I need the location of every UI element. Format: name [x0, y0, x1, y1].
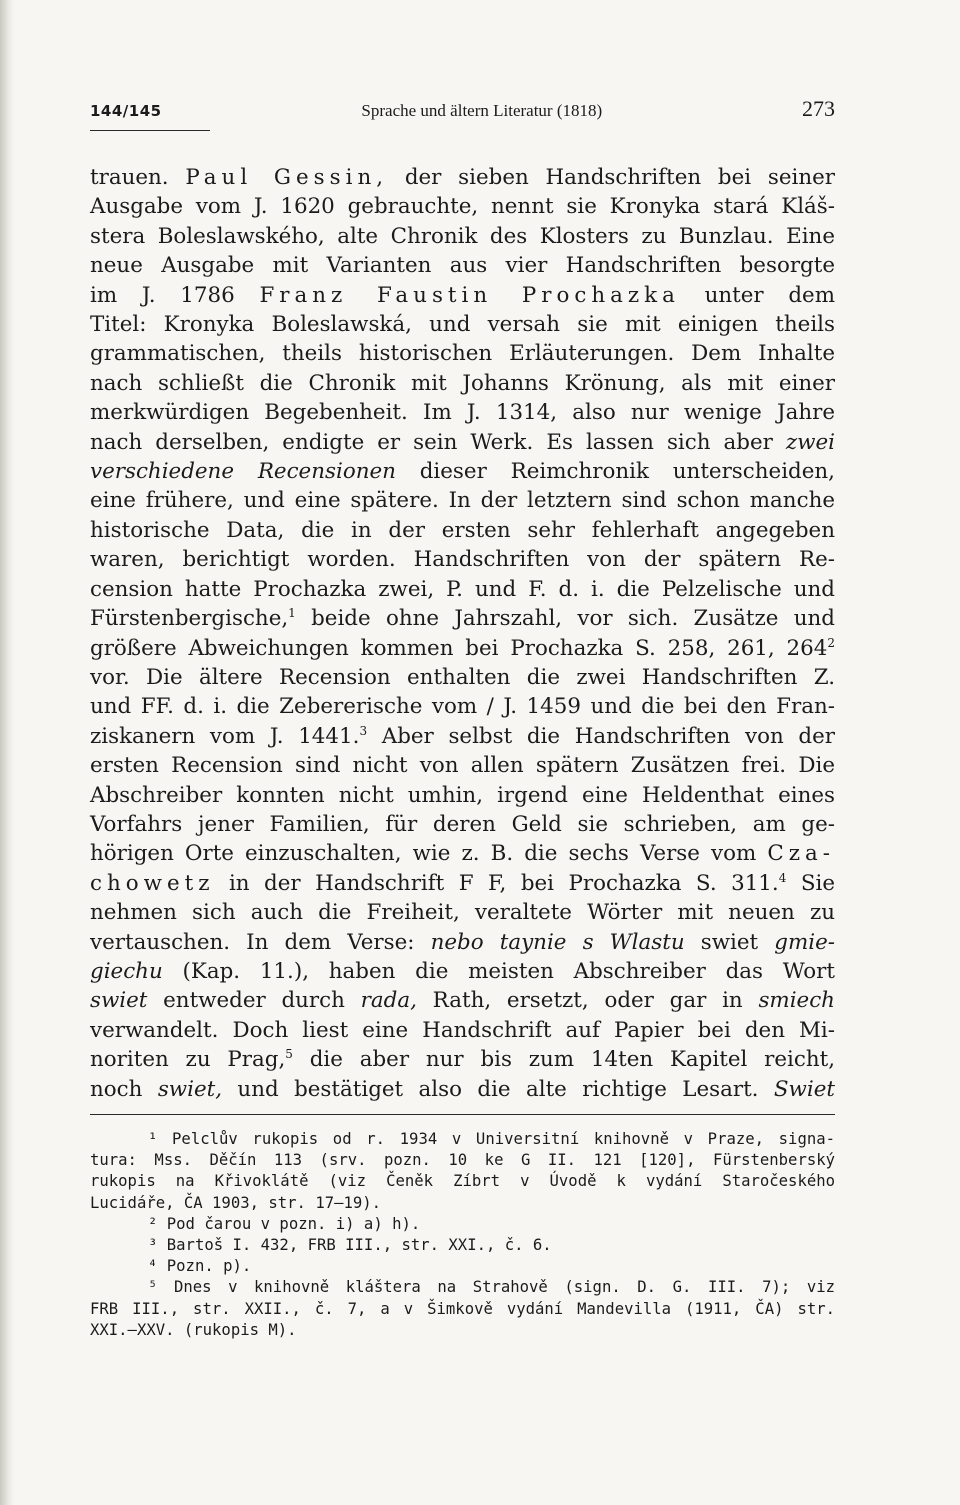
- text-line: verschiedene Recensionen dieser Reimchronik unterscheiden,: [90, 459, 835, 485]
- running-title: Sprache und ältern Literatur (1818): [361, 101, 603, 120]
- text-line: historische Data, die in der ersten sehr fehlerhaft angegeben: [90, 517, 835, 543]
- text-line: grammatischen, theils historischen Erläuterungen. Dem Inhalte: [90, 341, 835, 367]
- text-line: ersten Recension sind nicht von allen spätern Zusätzen frei. Die: [90, 753, 835, 779]
- text-line: und FF. d. i. die Zebererische vom / J. 1459 und die bei den Fran-: [90, 694, 835, 720]
- header-rule: [90, 130, 210, 131]
- text-line: nach schließt die Chronik mit Johanns Krönung, als mit einer: [90, 370, 835, 396]
- text-line: Titel: Kronyka Boleslawská, und versah sie mit einigen theils: [90, 312, 835, 338]
- footnote-ref: 1: [288, 605, 296, 620]
- text-line: Fürstenbergische,$^1$ beide ohne Jahrszahl, vor sich. Zusätze und: [90, 605, 835, 632]
- footnote-line: rukopis na Křivoklátě (viz Čeněk Zíbrt v Úvodě k vydání Staročeského: [90, 1172, 835, 1191]
- text-line: Ausgabe vom J. 1620 gebrauchte, nennt sie Kronyka stará Kláš-: [90, 194, 835, 220]
- text-line: vor. Die ältere Recension enthalten die zwei Handschriften Z.: [90, 664, 835, 690]
- footnote-line: tura: Mss. Děčín 113 (srv. pozn. 10 ke G II. 121 [120], Fürstenberský: [90, 1151, 835, 1170]
- footnote-ref: 3: [359, 723, 368, 738]
- footnote-line: ⁴ Pozn. p).: [148, 1257, 252, 1276]
- text-line: im J. 1786 Franz Faustin Prochazka unter dem: [90, 282, 835, 308]
- text-line: merkwürdigen Begebenheit. Im J. 1314, also nur wenige Jahre: [90, 400, 835, 426]
- footnote-line: ⁵ Dnes v knihovně kláštera na Strahově (sign. D. G. III. 7); viz: [148, 1278, 835, 1297]
- footnote-ref: 4: [778, 870, 787, 885]
- footnote-ref: 2: [827, 635, 835, 650]
- footnote-line: ¹ Pelclův rukopis od r. 1934 v Universitní knihovně v Praze, signa-: [148, 1130, 835, 1148]
- footnote-ref: 5: [285, 1047, 293, 1062]
- text-line: stera Boleslawského, alte Chronik des Klosters zu Bunzlau. Eine: [90, 223, 835, 249]
- text-line: verwandelt. Doch liest eine Handschrift auf Papier bei den Mi-: [90, 1017, 835, 1043]
- footnote-line: FRB III., str. XXII., č. 7, a v Šimkově vydání Mandevilla (1911, ČA) str.: [90, 1299, 835, 1318]
- running-header: [90, 96, 835, 126]
- text-line: größere Abweichungen kommen bei Prochazka S. 258, 261, $264^2$: [90, 635, 835, 661]
- text-line: Abschreiber konnten nicht umhin, irgend eine Heldenthat eines: [90, 782, 835, 808]
- text-line: nach derselben, endigte er sein Werk. Es lassen sich aber zwei: [90, 429, 835, 455]
- footnote-rule: [90, 1114, 835, 1115]
- footnote-line: ³ Bartoš I. 432, FRB III., str. XXI., č. 6.: [148, 1236, 552, 1255]
- text-line: Vorfahrs jener Familien, für deren Geld sie schrieben, am ge-: [90, 811, 835, 837]
- text-line: nehmen sich auch die Freiheit, veraltete Wörter mit neuen zu: [90, 900, 835, 926]
- text-line: ziskanern vom J. 1441.$^3$ Aber selbst die Handschriften von der: [90, 723, 835, 749]
- text-line: noriten zu Prag,$^5$ die aber nur bis zum 14ten Kapitel reicht,: [90, 1047, 835, 1073]
- text-line: noch swiet, und bestätiget also die alte richtige Lesart. Swiet: [90, 1076, 835, 1102]
- footnote-line: XXI.—XXV. (rukopis M).: [90, 1320, 297, 1339]
- main-text: [90, 163, 835, 1104]
- footnote-line: ² Pod čarou v pozn. i) a) h).: [148, 1214, 421, 1233]
- text-line: vertauschen. In dem Verse: nebo taynie s Wlastu swiet gmie-: [90, 929, 835, 955]
- book-page: [90, 96, 835, 1341]
- footnotes: [90, 1129, 835, 1341]
- text-line: eine frühere, und eine spätere. In der letztern sind schon manche: [90, 488, 835, 514]
- text-line: neue Ausgabe mit Varianten aus vier Handschriften besorgte: [90, 253, 835, 279]
- text-line: trauen. Paul Gessin, der sieben Handschriften bei seiner: [90, 165, 835, 190]
- text-line: chowetz in der Handschrift F F, bei Prochazka S. 311.$^4$ Sie: [90, 870, 835, 896]
- text-line: cension hatte Prochazka zwei, P. und F. d. i. die Pelzelische und: [90, 576, 835, 602]
- text-line: swiet entweder durch rada, Rath, ersetzt, oder gar in smiech: [90, 988, 835, 1014]
- footnote-line: Lucidáře, ČA 1903, str. 17—19).: [90, 1193, 382, 1212]
- page-range: 144/145: [90, 102, 162, 120]
- text-line: waren, berichtigt worden. Handschriften von der spätern Re-: [90, 547, 835, 573]
- page-number: 273: [801, 96, 835, 121]
- book-gutter-shadow: [0, 0, 14, 1505]
- text-line: giechu (Kap. 11.), haben die meisten Abschreiber das Wort: [90, 958, 835, 984]
- text-line: hörigen Orte einzuschalten, wie z. B. die sechs Verse vom Cza-: [90, 841, 835, 867]
